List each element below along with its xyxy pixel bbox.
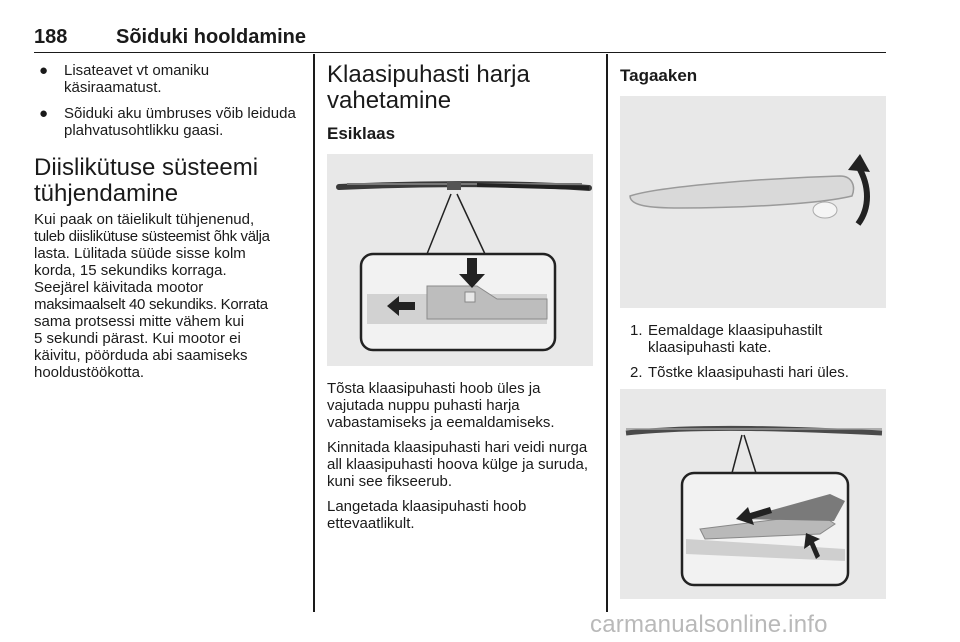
figure-rear-wiper-cover — [620, 96, 886, 308]
bullet-icon: ● — [39, 62, 49, 79]
column-divider-2 — [606, 54, 608, 612]
page-header — [34, 26, 886, 53]
column-divider-1 — [313, 54, 315, 612]
column-right — [620, 62, 886, 599]
steps-list — [620, 322, 886, 381]
list-item: 2. Tõstke klaasipuhasti hari üles. — [630, 364, 849, 381]
rear-wiper-blade-lift-icon — [620, 389, 886, 599]
watermark: carmanualsonline.info — [590, 611, 828, 638]
list-item: ● Lisateavet vt omaniku käsiraamatust. — [39, 62, 210, 96]
page-number: 188 — [34, 26, 68, 48]
column-middle — [327, 62, 593, 540]
paragraph-2: Kinnitada klaasipuhasti hari veidi nurga all klaasipuhasti hoova külge ja suruda, kuni see fikseerub. — [327, 439, 588, 490]
rear-wiper-cover-icon — [620, 96, 886, 308]
chapter-title: Sõiduki hooldamine — [116, 26, 307, 48]
subsection-title-windshield: Esiklaas — [327, 124, 396, 143]
paragraph-1: Tõsta klaasipuhasti hoob üles ja vajutada nuppu puhasti harja vabastamiseks ja eemaldamiseks. — [327, 380, 555, 431]
section-title-diesel: Diislikütuse süsteemi tühjendamine — [34, 154, 259, 207]
paragraph-3: Langetada klaasipuhasti hoob ettevaatlikult. — [327, 498, 527, 532]
body-text-diesel: Kui paak on täielikult tühjenenud, tuleb diislikütuse süsteemist õhk välja lasta. Lülitada süüde sisse kolm korda, 15 sekundiks korraga. Seejärel käivitada mootor maksimaalselt 40 sekundiks. Korrata sama protsessi mitte vähem kui 5 sekundi pärast. Kui mootor ei käivitu, pöörduda abi saamiseks hooldustöökotta. — [34, 211, 270, 381]
bullet-list — [34, 62, 304, 139]
list-item: 1. Eemaldage klaasipuhastilt klaasipuhasti kate. — [630, 322, 823, 356]
bullet-icon: ● — [39, 105, 49, 122]
wiper-blade-release-icon — [327, 154, 593, 366]
list-item: ● Sõiduki aku ümbruses võib leiduda plahvatusohtlikku gaasi. — [39, 105, 296, 139]
section-title-wiper: Klaasipuhasti harja vahetamine — [327, 61, 530, 114]
figure-rear-wiper-lift — [620, 389, 886, 599]
column-left — [34, 62, 304, 381]
figure-front-wiper — [327, 154, 593, 366]
subsection-title-rear: Tagaaken — [620, 66, 698, 85]
